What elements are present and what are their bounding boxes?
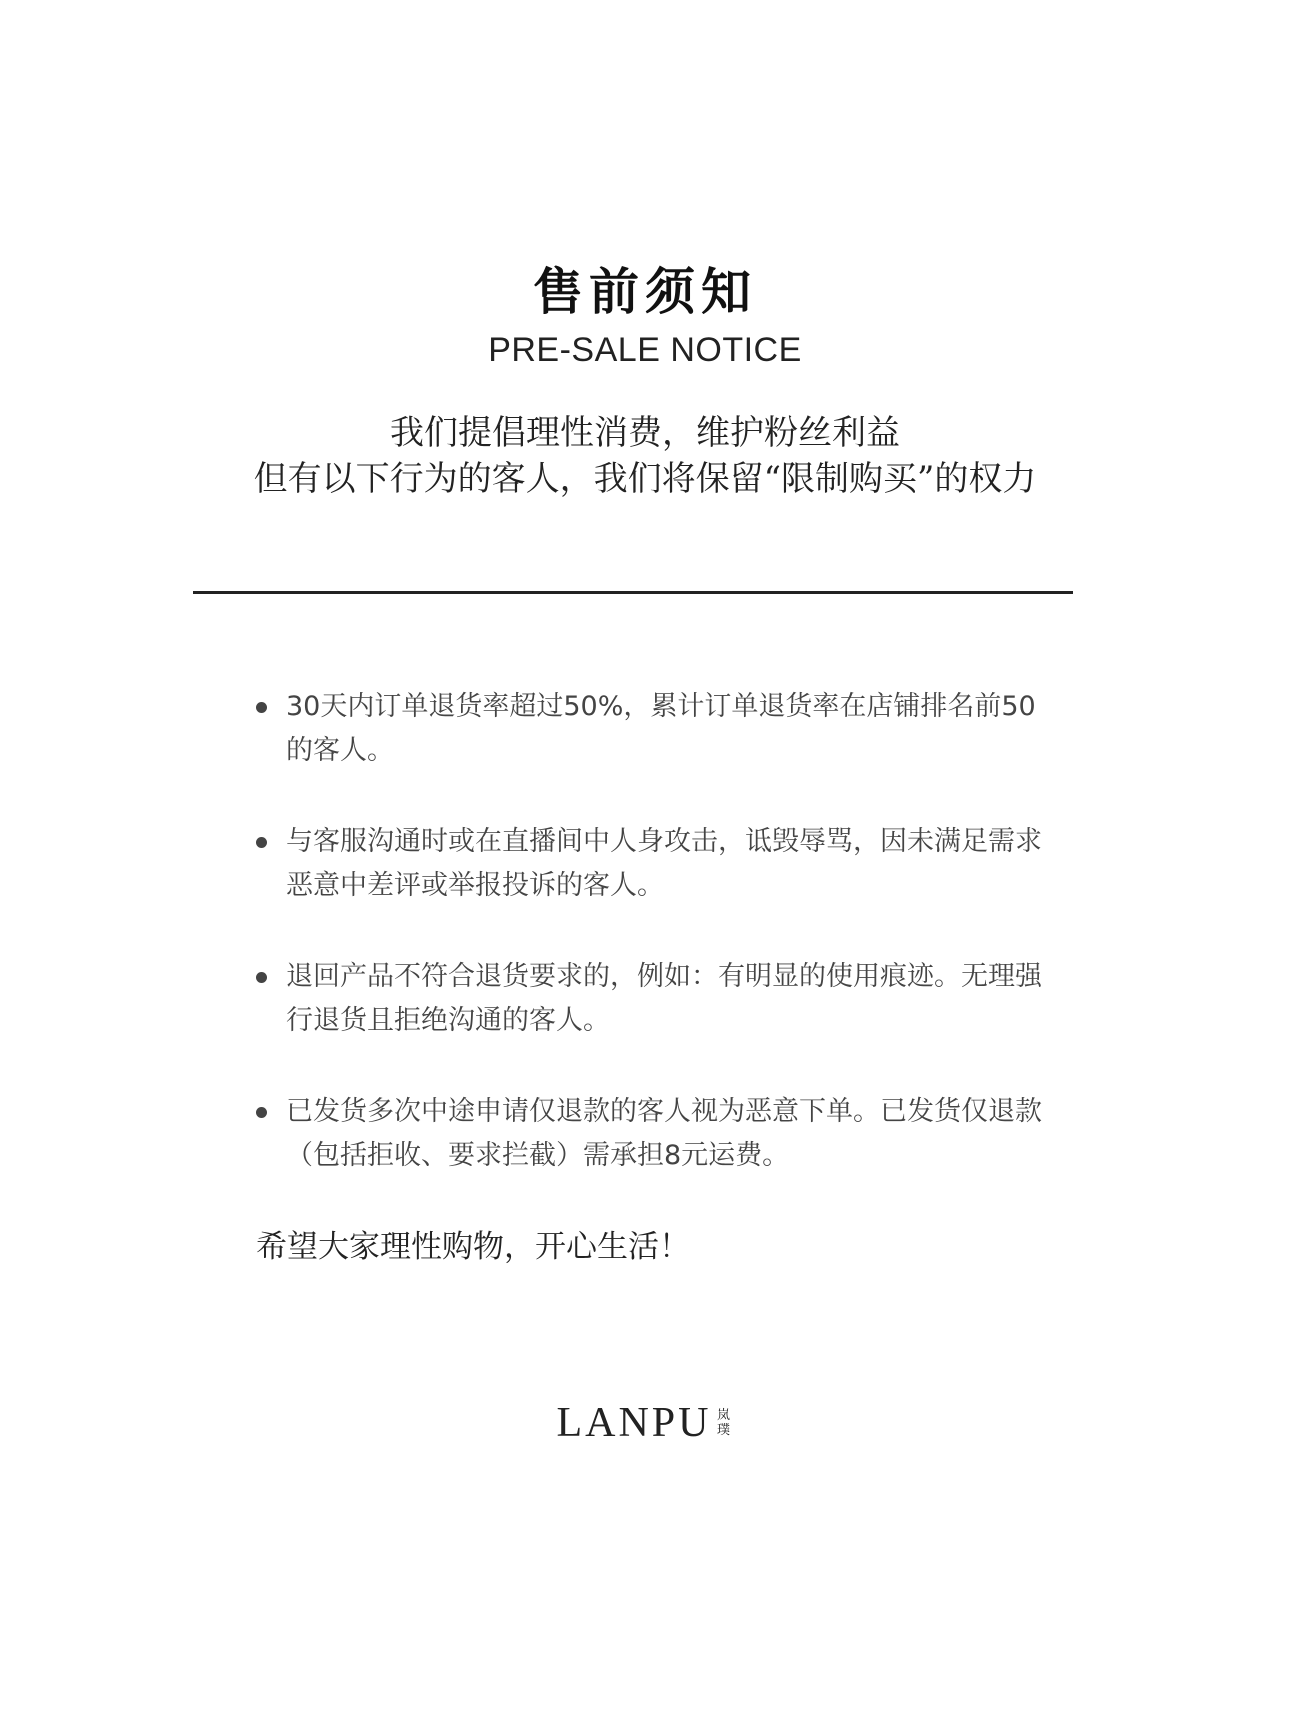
brand-cn-char-1: 岚: [716, 1407, 730, 1423]
rules-list: [256, 685, 1046, 1225]
page-subtitle: PRE-SALE NOTICE: [488, 331, 802, 369]
intro-line-2: 但有以下行为的客人，我们将保留“限制购买”的权力: [253, 459, 1037, 499]
rule-text-2: 与客服沟通时或在直播间中人身攻击，诋毁辱骂，因未满足需求恶意中差评或举报投诉的客人。: [286, 826, 1042, 901]
rule-item-2: [256, 820, 1046, 908]
rule-item-1: [256, 685, 1046, 773]
bullet-icon: [256, 837, 267, 848]
page-title: 售前须知: [533, 263, 757, 321]
rule-item-3: [256, 955, 1046, 1043]
rule-text-1: 30天内订单退货率超过50%，累计订单退货率在店铺排名前50的客人。: [286, 691, 1036, 766]
brand-logo: [0, 1398, 1290, 1448]
divider: [193, 591, 1073, 594]
brand-cn-mark: [714, 1407, 734, 1437]
bullet-icon: [256, 1107, 267, 1118]
bullet-icon: [256, 972, 267, 983]
intro-line-1: 我们提倡理性消费，维护粉丝利益: [390, 413, 900, 453]
bullet-icon: [256, 702, 267, 713]
rule-text-3: 退回产品不符合退货要求的，例如：有明显的使用痕迹。无理强行退货且拒绝沟通的客人。: [286, 961, 1042, 1036]
rule-item-4: [256, 1090, 1046, 1178]
brand-name: LANPU: [556, 1400, 712, 1446]
rule-text-4: 已发货多次中途申请仅退款的客人视为恶意下单。已发货仅退款（包括拒收、要求拦截）需承担8元运费。: [286, 1096, 1042, 1171]
closing-message: 希望大家理性购物，开心生活！: [256, 1229, 690, 1265]
brand-cn-char-2: 璞: [716, 1422, 730, 1438]
intro-text: [0, 410, 1290, 502]
